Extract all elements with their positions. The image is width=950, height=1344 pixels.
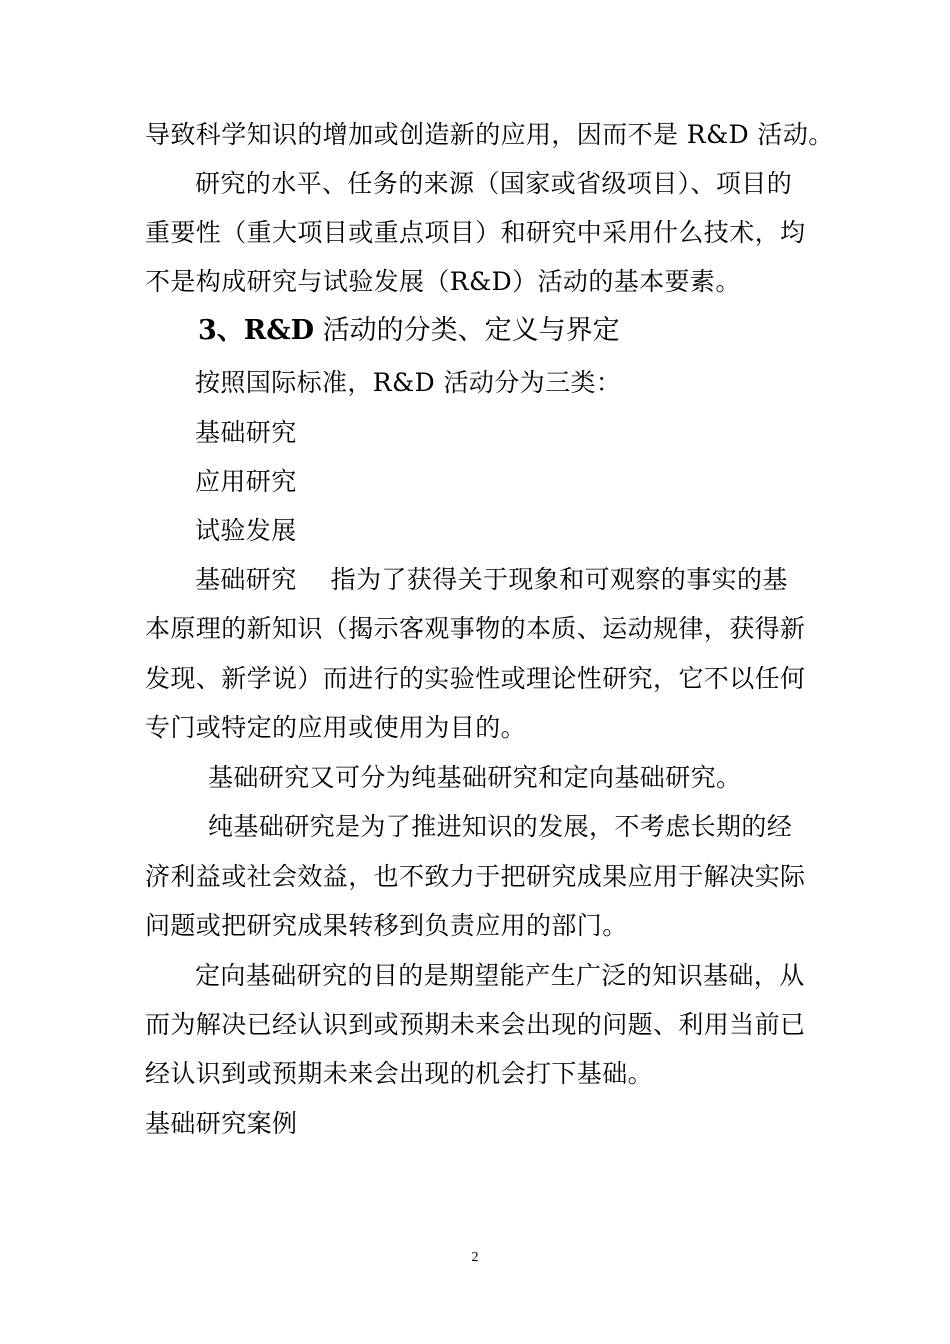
basic-research-term: 基础研究 — [195, 565, 297, 594]
paragraph-line: 本原理的新知识（揭示客观事物的本质、运动规律，获得新 — [145, 614, 806, 643]
section-heading-number: 3、R&D — [198, 315, 315, 346]
classification-item: 试验发展 — [195, 516, 297, 545]
paragraph-line: 不是构成研究与试验发展（R&D）活动的基本要素。 — [145, 267, 741, 296]
paragraph-line: 纯基础研究是为了推进知识的发展，不考虑长期的经 — [208, 812, 793, 841]
paragraph-line: 济利益或社会效益，也不致力于把研究成果应用于解决实际 — [145, 862, 806, 891]
section-heading-text: 活动的分类、定义与界定 — [314, 315, 620, 346]
paragraph-line: 定向基础研究的目的是期望能产生广泛的知识基础，从 — [195, 961, 805, 990]
case-heading: 基础研究案例 — [145, 1109, 298, 1138]
paragraph-line: 导致科学知识的增加或创造新的应用，因而不是 R&D 活动。 — [145, 120, 834, 149]
section-heading — [198, 315, 620, 347]
classification-item: 基础研究 — [195, 418, 297, 447]
paragraph-line: 而为解决已经认识到或预期未来会出现的问题、利用当前已 — [145, 1010, 806, 1039]
page-number: 2 — [471, 1250, 479, 1265]
basic-research-definition-first: 指为了获得关于现象和可观察的事实的基 — [330, 565, 788, 594]
paragraph-line: 研究的水平、任务的来源（国家或省级项目）、项目的 — [195, 169, 793, 198]
paragraph-line: 重要性（重大项目或重点项目）和研究中采用什么技术，均 — [145, 218, 806, 247]
paragraph-line: 经认识到或预期未来会出现的机会打下基础。 — [145, 1059, 654, 1088]
basic-research-definition-line — [195, 565, 855, 595]
classification-item: 应用研究 — [195, 467, 297, 496]
paragraph-line: 专门或特定的应用或使用为目的。 — [145, 713, 527, 742]
classification-intro: 按照国际标准，R&D 活动分为三类： — [195, 368, 622, 397]
paragraph-line: 问题或把研究成果转移到负责应用的部门。 — [145, 911, 628, 940]
subdivision-line: 基础研究又可分为纯基础研究和定向基础研究。 — [208, 763, 742, 792]
paragraph-line: 发现、新学说）而进行的实验性或理论性研究，它不以任何 — [145, 664, 806, 693]
